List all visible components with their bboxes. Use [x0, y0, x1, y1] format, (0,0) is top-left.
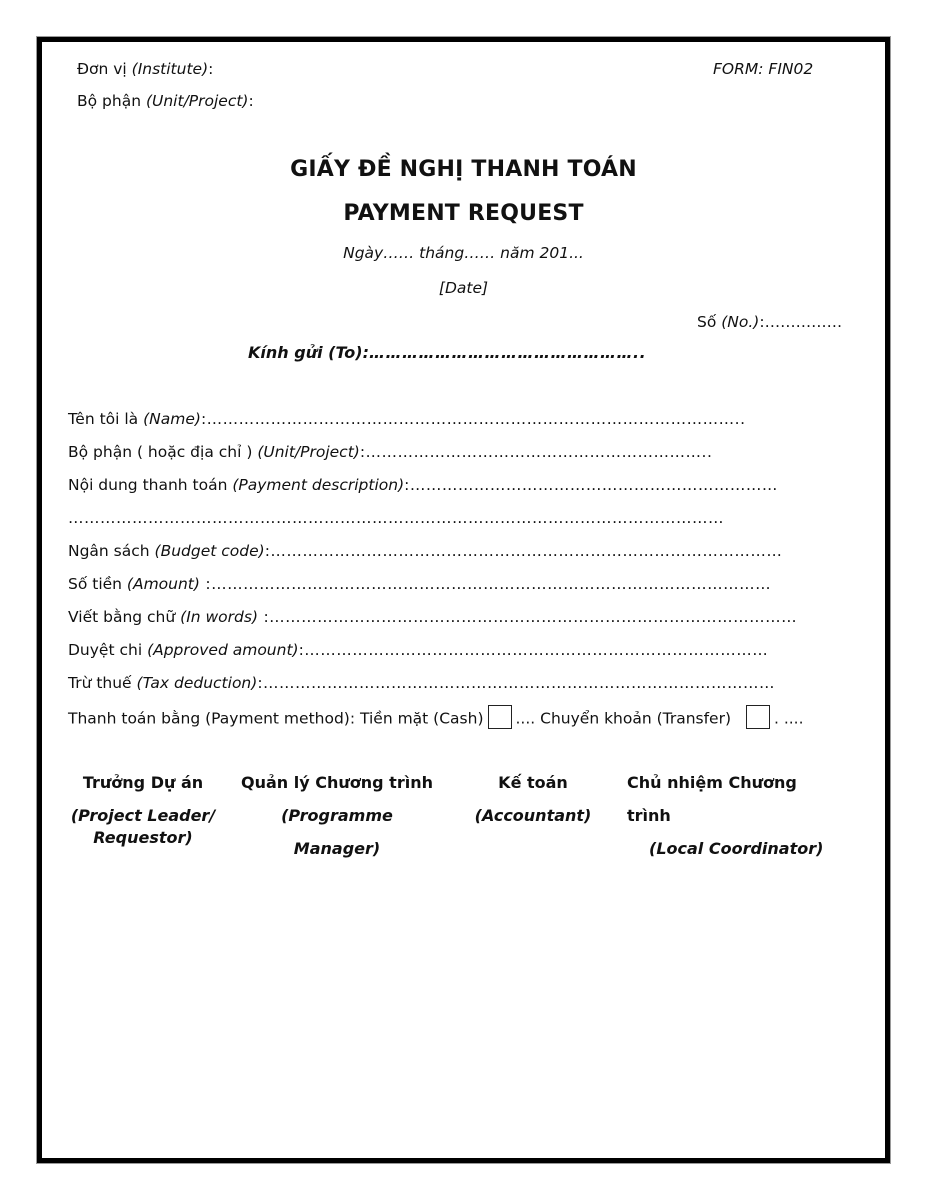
institute-colon: : [208, 60, 214, 78]
number-label-en: (No.) [721, 313, 760, 331]
signature-title-vi: Quản lý Chương trình [241, 773, 433, 792]
signature-title-en-2: Manager) [293, 839, 381, 858]
field-label-vi: Số tiền [68, 575, 127, 593]
approved-amount-input-line[interactable]: :…………………………………………………………………………… [298, 641, 769, 659]
field-label-vi: Viết bằng chữ [68, 608, 181, 626]
field-label-en: (Name) [143, 410, 201, 428]
signature-title-en: (Project Leader/ [70, 806, 216, 825]
field-budget-code [68, 542, 782, 560]
title-vi: GIẤY ĐỀ NGHỊ THANH TOÁN [290, 157, 637, 182]
title-en: PAYMENT REQUEST [343, 201, 584, 226]
signature-title-vi: Kế toán [498, 773, 568, 792]
signature-title-vi-2: trình [627, 806, 671, 825]
institute-label-en: (Institute) [131, 60, 209, 78]
number-fill[interactable]: :…………… [759, 313, 843, 331]
payment-method-row [68, 705, 804, 733]
amount-input-line[interactable]: :…………………………………………………………………………………………… [199, 575, 772, 593]
institute-label-vi: Đơn vị [77, 60, 132, 78]
in-words-input-line[interactable]: :……………………………………………………………………………………… [258, 608, 798, 626]
to-label: Kính gửi (To): [248, 343, 369, 362]
signature-title-vi: Chủ nhiệm Chương [627, 773, 797, 792]
date-line-en: [Date] [438, 279, 489, 297]
budget-code-input-line[interactable]: :…………………………………………………………………………………… [264, 542, 783, 560]
field-label-en: (Tax deduction) [136, 674, 258, 692]
transfer-checkbox[interactable] [746, 705, 770, 729]
date-line-vi: Ngày…… tháng…… năm 201... [343, 244, 584, 262]
field-payment-description [68, 476, 778, 494]
signature-title-en-2: Requestor) [93, 828, 193, 847]
field-in-words [68, 608, 797, 626]
institute-label [77, 60, 213, 78]
unit-address-input-line[interactable]: :……………………………………………………….. [359, 443, 713, 461]
signature-local-coordinator [627, 772, 847, 860]
number-label-vi: Số [697, 313, 722, 331]
name-input-line[interactable]: :……………………………………………………………………………………….. [200, 410, 746, 428]
signature-project-leader [60, 772, 226, 849]
field-label-vi: Tên tôi là [68, 410, 144, 428]
signature-programme-manager [232, 772, 442, 860]
payment-description-input-line-2[interactable]: …………………………………………………………………………………………………………… [68, 509, 724, 527]
field-tax-deduction [68, 674, 775, 692]
payment-description-input-line[interactable]: :…………………………………………………………… [404, 476, 778, 494]
signature-title-en: (Programme [281, 806, 393, 825]
unit-label-en: (Unit/Project) [145, 92, 249, 110]
field-name [68, 410, 746, 428]
field-label-en: (In words) [180, 608, 259, 626]
field-label-vi: Ngân sách [68, 542, 155, 560]
field-payment-description-continued [68, 509, 724, 527]
unit-label [77, 92, 254, 110]
transfer-label: .... Chuyển khoản (Transfer) [515, 709, 732, 728]
signature-title-vi: Trưởng Dự án [82, 773, 204, 792]
field-label-vi: Nội dung thanh toán [68, 476, 233, 494]
field-approved-amount [68, 641, 768, 659]
unit-colon: : [248, 92, 254, 110]
tax-deduction-input-line[interactable]: :…………………………………………………………………………………… [257, 674, 776, 692]
form-code: FORM: FIN02 [713, 60, 814, 78]
payment-method-trailing-dots: . .... [773, 709, 804, 728]
signature-title-en: (Local Coordinator) [649, 839, 824, 858]
field-label-vi: Bộ phận ( hoặc địa chỉ ) [68, 443, 258, 461]
field-amount [68, 575, 771, 593]
document-number [697, 313, 842, 331]
field-label-vi: Trừ thuế [68, 674, 137, 692]
field-label-en: (Amount) [126, 575, 200, 593]
unit-label-vi: Bộ phận [77, 92, 146, 110]
payment-method-label: Thanh toán bằng (Payment method): Tiền mặt (Cash) [68, 709, 484, 728]
to-line [248, 343, 646, 362]
cash-checkbox[interactable] [488, 705, 512, 729]
field-label-en: (Approved amount) [147, 641, 299, 659]
field-label-en: (Payment description) [232, 476, 405, 494]
signature-title-en: (Accountant) [474, 806, 592, 825]
field-label-en: (Unit/Project) [257, 443, 360, 461]
field-label-en: (Budget code) [154, 542, 265, 560]
field-unit-address [68, 443, 712, 461]
to-fill[interactable]: ………………………………………….. [369, 343, 647, 362]
signature-accountant [462, 772, 604, 827]
field-label-vi: Duyệt chi [68, 641, 148, 659]
